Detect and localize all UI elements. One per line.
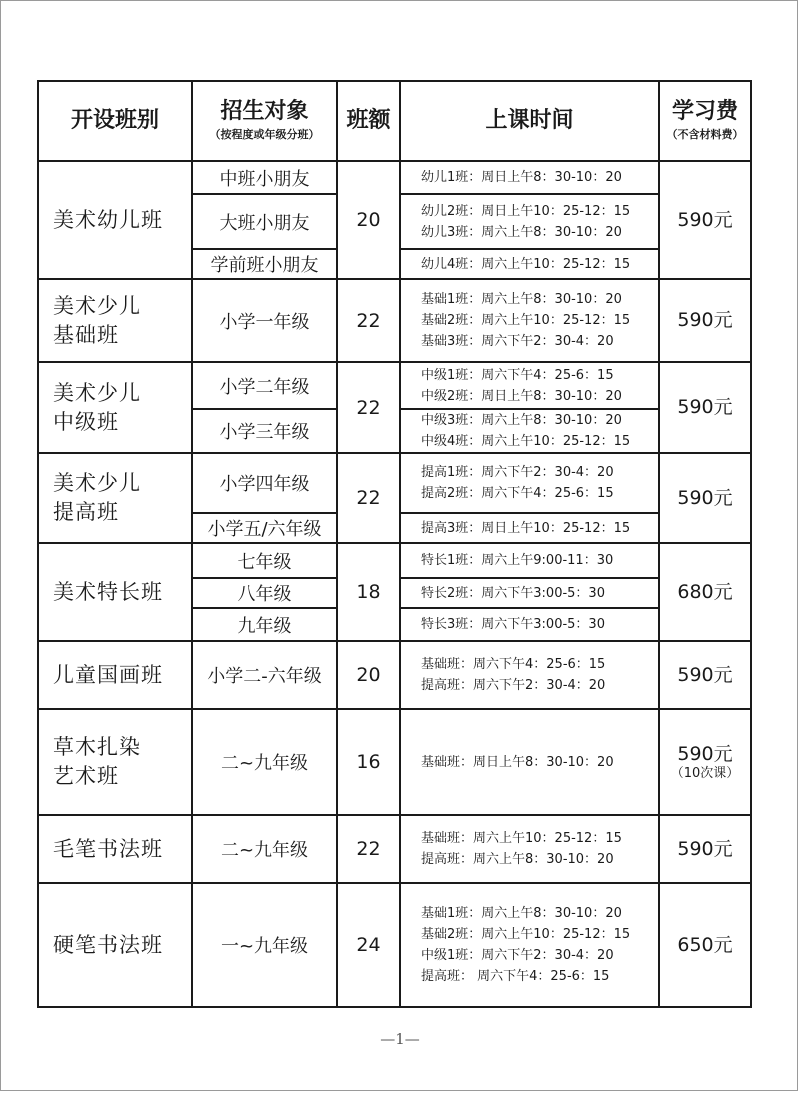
schedule-cell	[400, 453, 659, 513]
class-name: 硬笔书法班	[53, 932, 163, 957]
header-capacity: 班额	[337, 81, 400, 161]
table-row	[38, 883, 751, 1007]
schedule-line: 提高1班：周六下午2：30-4：20	[421, 465, 614, 480]
target-cell: 大班小朋友	[192, 194, 337, 249]
capacity-cell: 22	[337, 815, 400, 883]
capacity-cell: 18	[337, 543, 400, 641]
class-name: 提高班	[53, 500, 119, 524]
fee-cell	[659, 709, 751, 815]
fee-cell	[659, 161, 751, 279]
class-name-cell	[38, 641, 192, 709]
fee-amount: 590元	[677, 208, 733, 231]
class-name: 艺术班	[53, 764, 119, 788]
schedule-line: 基础3班：周六下午2：30-4：20	[421, 334, 614, 349]
schedule-line: 特长2班：周六下午3:00-5：30	[421, 585, 605, 601]
schedule-line: 中级4班：周六上午10：25-12：15	[421, 434, 631, 449]
schedule-line: 基础班：周六上午10：25-12：15	[421, 831, 622, 846]
schedule-cell	[400, 883, 659, 1007]
fee-cell	[659, 279, 751, 362]
target-cell: 一~九年级	[192, 883, 337, 1007]
class-name: 中级班	[53, 409, 119, 434]
class-name: 基础班	[53, 322, 119, 347]
schedule-line: 提高班：周六下午2：30-4：20	[421, 678, 606, 693]
class-name-cell	[38, 815, 192, 883]
table-row	[38, 453, 751, 513]
class-name-cell	[38, 883, 192, 1007]
schedule-line: 幼儿2班：周日上午10：25-12：15	[421, 203, 631, 219]
schedule-line: 特长1班：周六上午9:00-11：30	[421, 553, 614, 568]
schedule-line: 基础班：周六下午4：25-6：15	[421, 657, 606, 672]
capacity-cell: 16	[337, 709, 400, 815]
schedule-line: 幼儿1班：周日上午8：30-10：20	[421, 170, 622, 185]
fee-amount: 650元	[677, 933, 733, 956]
fee-cell	[659, 883, 751, 1007]
schedule-line: 中级1班：周六下午4：25-6：15	[421, 367, 614, 383]
capacity-cell: 22	[337, 453, 400, 543]
target-cell: 九年级	[192, 608, 337, 641]
fee-amount: 590元	[677, 309, 733, 332]
class-name: 儿童国画班	[53, 662, 163, 687]
fee-cell	[659, 641, 751, 709]
fee-amount: 590元	[677, 837, 733, 860]
class-name: 美术特长班	[53, 579, 163, 604]
fee-cell	[659, 815, 751, 883]
table-row	[38, 279, 751, 362]
schedule-cell	[400, 641, 659, 709]
schedule-cell	[400, 709, 659, 815]
schedule-line: 中级1班：周六下午2：30-4：20	[421, 948, 614, 963]
capacity-cell: 20	[337, 161, 400, 279]
class-name-cell	[38, 161, 192, 279]
class-name: 美术少儿	[53, 380, 141, 405]
class-schedule-table	[37, 80, 752, 1008]
schedule-line: 提高班：周六上午8：30-10：20	[421, 852, 614, 867]
capacity-cell: 22	[337, 279, 400, 362]
capacity-cell: 24	[337, 883, 400, 1007]
target-cell: 学前班小朋友	[192, 249, 337, 279]
header-class-name: 开设班别	[38, 81, 192, 161]
schedule-cell	[400, 409, 659, 453]
target-cell: 小学二-六年级	[192, 641, 337, 709]
fee-amount: 590元	[677, 742, 733, 765]
class-name-cell	[38, 279, 192, 362]
schedule-line: 幼儿4班：周六上午10：25-12：15	[421, 256, 631, 272]
target-cell: 七年级	[192, 543, 337, 578]
target-cell: 小学四年级	[192, 453, 337, 513]
table-row	[38, 543, 751, 578]
class-name-cell	[38, 453, 192, 543]
header-schedule: 上课时间	[400, 81, 659, 161]
fee-cell	[659, 362, 751, 453]
target-cell: 小学二年级	[192, 362, 337, 409]
class-name-cell	[38, 543, 192, 641]
table-row	[38, 161, 751, 194]
class-name: 美术少儿	[53, 293, 141, 318]
table-row	[38, 815, 751, 883]
schedule-cell	[400, 161, 659, 194]
table-row	[38, 362, 751, 409]
schedule-cell	[400, 513, 659, 543]
schedule-line: 幼儿3班：周六上午8：30-10：20	[421, 224, 622, 240]
schedule-cell	[400, 249, 659, 279]
fee-cell	[659, 543, 751, 641]
schedule-cell	[400, 362, 659, 409]
schedule-cell	[400, 578, 659, 608]
class-name: 毛笔书法班	[53, 836, 163, 861]
header-row	[38, 81, 751, 161]
fee-amount: 590元	[677, 486, 733, 509]
schedule-line: 基础1班：周六上午8：30-10：20	[421, 906, 622, 921]
class-name: 美术少儿	[53, 471, 141, 496]
class-name: 美术幼儿班	[53, 207, 163, 232]
class-name-cell	[38, 709, 192, 815]
fee-amount: 680元	[677, 580, 733, 603]
fee-amount: 590元	[677, 663, 733, 686]
table-row	[38, 641, 751, 709]
capacity-cell: 22	[337, 362, 400, 453]
class-name-cell	[38, 362, 192, 453]
schedule-line: 基础1班：周六上午8：30-10：20	[421, 292, 622, 307]
target-cell: 小学三年级	[192, 409, 337, 453]
fee-amount: 590元	[677, 396, 733, 419]
schedule-line: 特长3班：周六下午3:00-5：30	[421, 617, 605, 632]
page-number: —1—	[380, 1030, 420, 1048]
target-cell: 二~九年级	[192, 815, 337, 883]
schedule-cell	[400, 279, 659, 362]
schedule-cell	[400, 608, 659, 641]
header-target: 招生对象 （按程度或年级分班）	[192, 81, 337, 161]
schedule-line: 提高3班：周日上午10：25-12：15	[421, 520, 631, 536]
schedule-line: 基础班：周日上午8：30-10：20	[421, 754, 614, 770]
target-cell: 二~九年级	[192, 709, 337, 815]
capacity-cell: 20	[337, 641, 400, 709]
target-cell: 八年级	[192, 578, 337, 608]
fee-cell	[659, 453, 751, 543]
target-cell: 中班小朋友	[192, 161, 337, 194]
schedule-line: 中级2班：周日上午8：30-10：20	[421, 388, 622, 404]
header-fee: 学习费 （不含材料费）	[659, 81, 751, 161]
target-cell: 小学一年级	[192, 279, 337, 362]
schedule-line: 中级3班：周六上午8：30-10：20	[421, 413, 622, 428]
schedule-line: 基础2班：周六上午10：25-12：15	[421, 313, 631, 328]
fee-note: （10次课）	[670, 765, 740, 781]
target-cell: 小学五/六年级	[192, 513, 337, 543]
schedule-line: 提高2班：周六下午4：25-6：15	[421, 486, 614, 501]
schedule-cell	[400, 543, 659, 578]
schedule-line: 基础2班：周六上午10：25-12：15	[421, 927, 631, 942]
table-row	[38, 709, 751, 815]
class-name: 草木扎染	[53, 735, 141, 760]
schedule-line: 提高班： 周六下午4：25-6：15	[421, 969, 610, 984]
schedule-cell	[400, 815, 659, 883]
schedule-cell	[400, 194, 659, 249]
